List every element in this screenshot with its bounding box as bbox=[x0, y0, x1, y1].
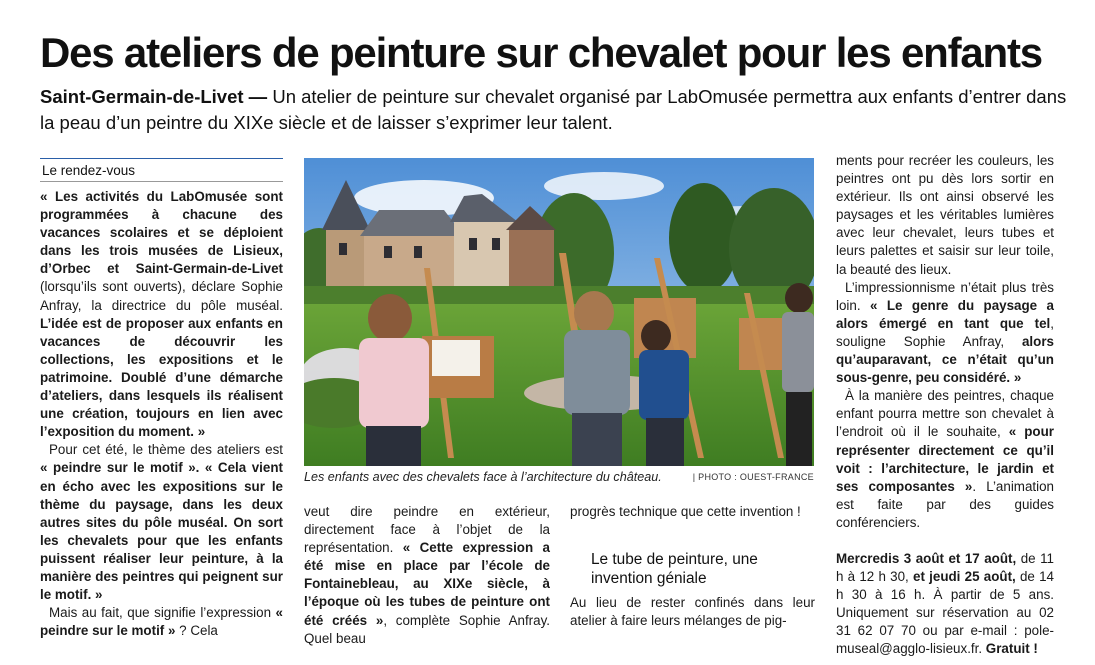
col4-text-1: L’impressionnisme n’était plus très loin. bbox=[836, 279, 1054, 313]
col1-quote-3: « peindre sur le motif ». « Cela vient en écho avec les expositions sur le thème du paysage, dans les deux autres sites du pôle muséal. On sort les chevalets pour que les enfants puissent réaliser leur peinture, à la manière des peintres qui peignent sur le motif. » bbox=[40, 460, 283, 603]
subhead: Le tube de peinture, une invention géniale bbox=[591, 551, 758, 587]
col1-paragraph-1 bbox=[40, 188, 283, 441]
col4-paragraph-1: ments pour recréer les couleurs, les peintres ont pu dès lors sortir en extérieur. Ils ont ainsi observé les paysages et les véritables lumières avec leur chevalet, leurs tubes et leurs palettes et saisir sur leur toile, la beauté des lieux. bbox=[836, 153, 1054, 277]
col2-paragraph bbox=[304, 503, 550, 648]
col3-bottom-text: Au lieu de rester confinés dans leur atelier à faire leurs mélanges de pig- bbox=[570, 595, 815, 629]
col1-quote-2: L’idée est de proposer aux enfants en vacances de découvrir les collections, les expositions et le patrimoine. Doublé d’une démarche d’ateliers, dans lesquels ils réalisent une création, toujours en lien avec l’exposition du moment. » bbox=[40, 315, 283, 440]
column-1 bbox=[40, 188, 283, 640]
hours-1: de 11 h à 12 h 30, bbox=[836, 550, 1054, 585]
col1-quote-4: « peindre sur le motif » bbox=[40, 605, 283, 639]
col4-text-3: À la manière des peintres, chaque enfant pourra mettre son chevalet à l’endroit où il le souhaite, bbox=[836, 388, 1054, 440]
photo-caption bbox=[304, 470, 814, 484]
chateau-garden-photo bbox=[304, 158, 814, 466]
col4-text-2: , souligne Sophie Anfray, bbox=[836, 315, 1054, 349]
dates-1: Mercredis 3 août et 17 août, bbox=[836, 550, 1017, 566]
chapo bbox=[40, 84, 1070, 136]
booking-info: de 14 h 30 à 16 h. À partir de 5 ans. Uniquement sur réservation au 02 31 62 07 70 ou par e-mail : pole-museal@agglo-lisieux.fr. bbox=[836, 569, 1055, 657]
headline: Des ateliers de peinture sur chevalet pour les enfants bbox=[40, 29, 1042, 76]
col2-text-1: veut dire peindre en extérieur, directement face à l’objet de la représentation. bbox=[304, 504, 550, 556]
chapo-text: Un atelier de peinture sur chevalet organisé par LabOmusée permettra aux enfants d’entrer dans la peau d’un peintre du XIXe siècle et de laisser s’exprimer leur talent. bbox=[40, 86, 1067, 133]
article-photo bbox=[304, 158, 814, 466]
column-4 bbox=[836, 152, 1054, 659]
col1-paragraph-3 bbox=[40, 604, 283, 640]
photo-credit: | PHOTO : OUEST-FRANCE bbox=[692, 472, 814, 482]
col2-text-2: , complète Sophie Anfray. Quel beau bbox=[304, 612, 550, 646]
column-3-top bbox=[570, 503, 815, 521]
col4-practical-info bbox=[836, 550, 1054, 659]
col1-paragraph-2 bbox=[40, 441, 283, 604]
col1-text-2: Pour cet été, le thème des ateliers est bbox=[49, 442, 283, 458]
free-label: Gratuit ! bbox=[985, 641, 1038, 657]
col4-quote-2: alors qu’auparavant, ce n’était qu’un sous-genre, peu considéré. » bbox=[836, 333, 1054, 386]
column-2 bbox=[304, 503, 550, 648]
chapo-place: Saint-Germain-de-Livet — bbox=[40, 86, 268, 107]
col2-quote: « Cette expression a été mise en place par l’école de Fontainebleau, au XIXe siècle, à l’époque où les tubes de peinture ont été créés » bbox=[304, 540, 550, 628]
col1-quote-1: « Les activités du LabOmusée sont programmées à chacune des vacances scolaires et se déploient dans les trois musées de Lisieux, d’Orbec et Saint-Germain-de-Livet bbox=[40, 189, 283, 277]
col4-quote-3: « pour représenter directement ce qu’il voit : l’architecture, le jardin et ses composantes » bbox=[836, 424, 1054, 494]
col4-paragraph-3 bbox=[836, 387, 1054, 532]
col4-text-4: . L’animation est faite par des guides conférenciers. bbox=[836, 478, 1054, 530]
dates-2: et jeudi 25 août, bbox=[913, 569, 1016, 585]
col3-top-text: progrès technique que cette invention ! bbox=[570, 504, 801, 519]
col1-text-1: (lorsqu’ils sont ouverts), déclare Sophie Anfray, la directrice du pôle muséal. bbox=[40, 279, 283, 313]
caption-text: Les enfants avec des chevalets face à l’architecture du château. bbox=[304, 470, 662, 484]
col4-paragraph-2 bbox=[836, 279, 1054, 388]
kicker-rendez-vous: Le rendez-vous bbox=[40, 158, 283, 182]
col1-text-3: Mais au fait, que signifie l’expression bbox=[49, 605, 276, 621]
col4-quote-1: « Le genre du paysage a alors émergé en tant que tel bbox=[836, 297, 1054, 331]
column-3-bottom bbox=[570, 594, 815, 630]
col1-text-4: ? Cela bbox=[175, 623, 218, 639]
